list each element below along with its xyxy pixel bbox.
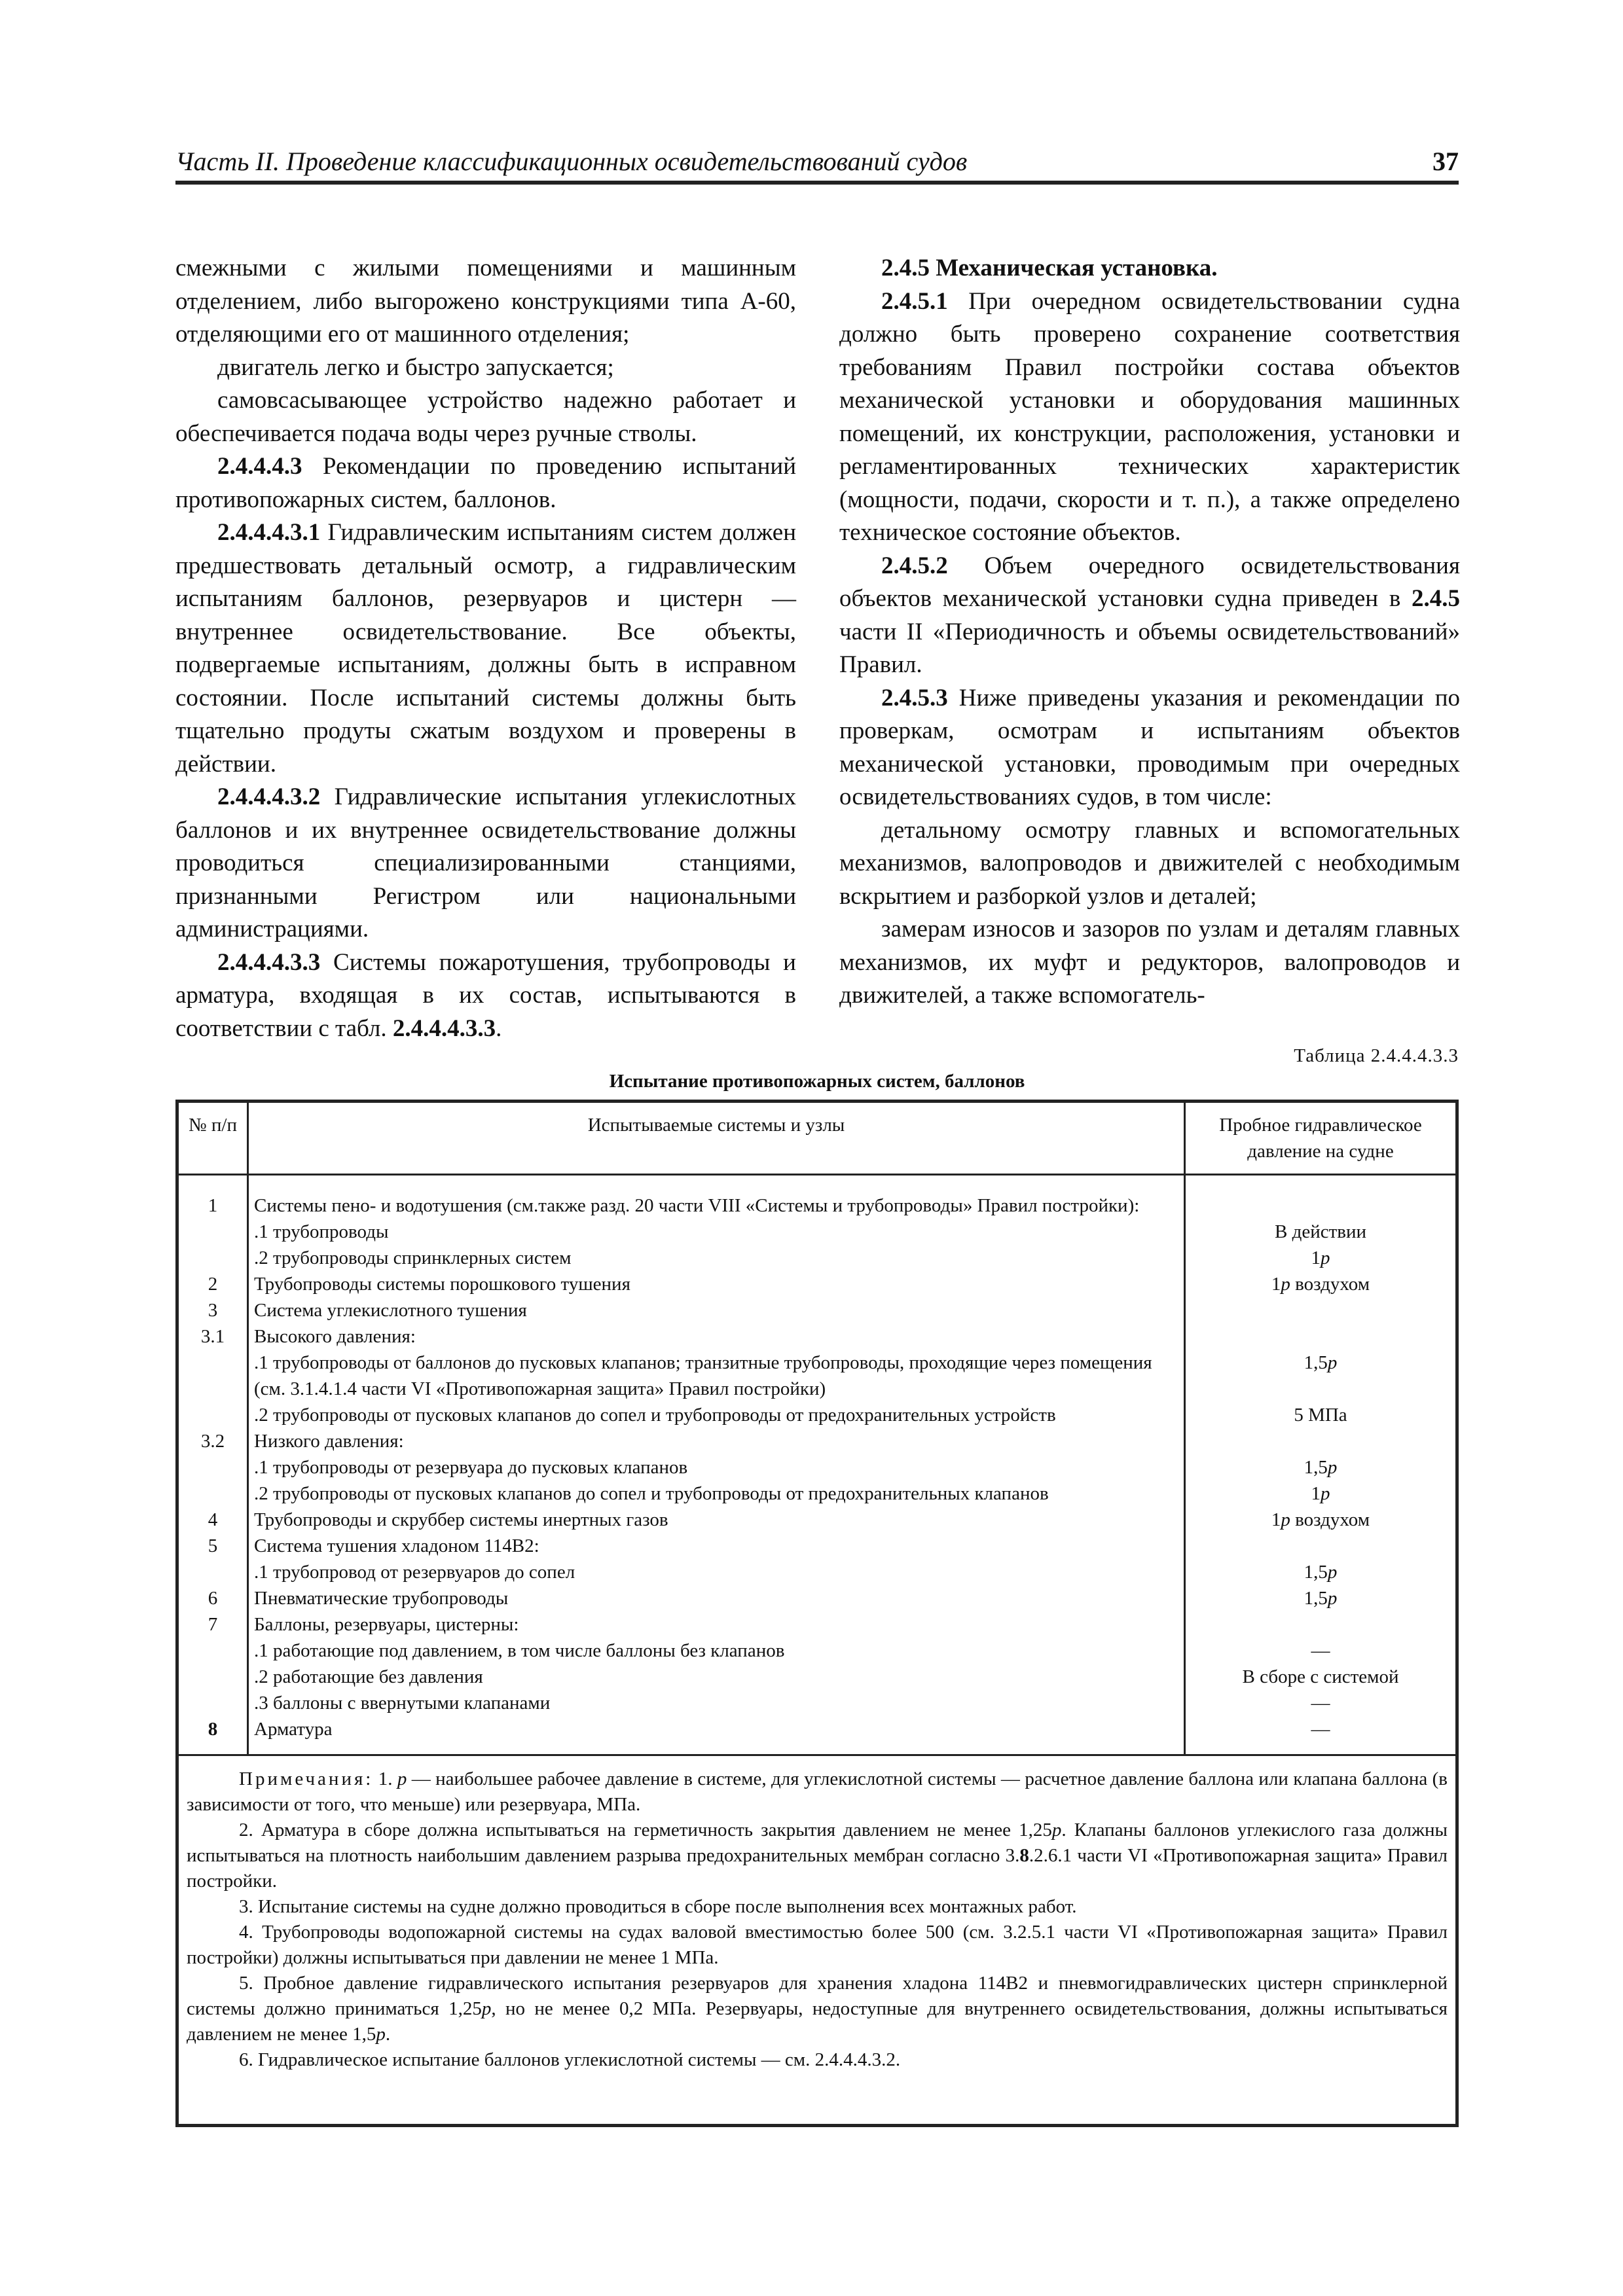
right-column <box>839 252 1460 1013</box>
table-row <box>179 1533 1455 1559</box>
row-number <box>179 1219 248 1245</box>
row-pressure: 1p <box>1311 1247 1330 1268</box>
row-system: .2 трубопроводы от пусковых клапанов до сопел и трубопроводы от предохранительных устройств <box>248 1402 1185 1428</box>
table-row <box>179 1585 1455 1611</box>
row-number: 3 <box>179 1297 248 1323</box>
row-pressure: 1p воздухом <box>1271 1509 1370 1530</box>
row-number <box>179 1454 248 1480</box>
row-number: 8 <box>179 1716 248 1755</box>
row-number <box>179 1402 248 1428</box>
row-pressure: В действии <box>1274 1221 1366 1242</box>
row-number <box>179 1559 248 1585</box>
row-pressure: 1,5p <box>1304 1562 1338 1583</box>
table-row <box>179 1323 1455 1350</box>
left-column <box>175 252 796 1045</box>
row-pressure <box>1185 1297 1456 1323</box>
paragraph: смежными с жилыми помещениями и машинным отделением, либо выгорожено конструкциями типа А-60, отделяющими его от машинного отделения; <box>175 255 796 348</box>
table-row <box>179 1350 1455 1402</box>
table-row <box>179 1690 1455 1716</box>
note: Примечания: 1. p — наибольшее рабочее давление в системе, для углекислотной системы — расчетное давление баллона или клапана баллона (в зависимости от того, что меньше) или резервуара, МПа. <box>187 1768 1448 1815</box>
row-system: .2 трубопроводы спринклерных систем <box>248 1245 1185 1271</box>
table-row <box>179 1716 1455 1755</box>
table-row <box>179 1559 1455 1585</box>
row-number <box>179 1690 248 1716</box>
note: 5. Пробное давление гидравлического испытания резервуаров для хранения хладона 114В2 и пневмогидравлических цистерн спринклерной системы должно приниматься 1,25p, но не менее 0,2 МПа. Резервуары, недоступные для внутреннего освидетельствования, должны испытываться давлением не менее 1,5p. <box>187 1973 1448 2045</box>
row-number <box>179 1245 248 1271</box>
row-number: 1 <box>179 1175 248 1219</box>
paragraph: 2.4.5 Механическая установка. <box>881 255 1218 281</box>
row-system: .1 работающие под давлением, в том числе баллоны без клапанов <box>248 1638 1185 1664</box>
paragraph: детальному осмотру главных и вспомогательных механизмов, валопроводов и движителей с необходимым вскрытием и разборкой узлов и деталей; <box>839 816 1460 910</box>
row-pressure <box>1185 1175 1456 1219</box>
row-system: Системы пено- и водотушения (см.также разд. 20 части VIII «Системы и трубопроводы» Правил постройки): <box>248 1175 1185 1219</box>
row-number <box>179 1350 248 1402</box>
row-number: 2 <box>179 1271 248 1297</box>
page-header <box>175 143 1459 185</box>
paragraph: 2.4.4.4.3.1 Гидравлическим испытаниям систем должен предшествовать детальный осмотр, а гидравлическим испытаниям баллонов, резервуаров и цистерн — внутреннее освидетельствование. Все объекты, подвергаемые испытаниям, должны быть в исправном состоянии. После испытаний системы должны быть тщательно продуты сжатым воздухом и проверены в действии. <box>175 519 796 778</box>
table-row <box>179 1219 1455 1245</box>
row-system: .2 работающие без давления <box>248 1664 1185 1690</box>
row-pressure: 1,5p <box>1304 1588 1338 1609</box>
note: 3. Испытание системы на судне должно проводиться в сборе после выполнения всех монтажных работ. <box>239 1896 1077 1917</box>
row-system: .2 трубопроводы от пусковых клапанов до сопел и трубопроводы от предохранительных клапанов <box>248 1480 1185 1507</box>
row-system: Баллоны, резервуары, цистерны: <box>248 1611 1185 1638</box>
paragraph: 2.4.4.4.3 Рекомендации по проведению испытаний противопожарных систем, баллонов. <box>175 453 796 513</box>
pressure-test-table <box>179 1103 1455 1756</box>
row-number <box>179 1638 248 1664</box>
table-row <box>179 1611 1455 1638</box>
row-pressure: — <box>1185 1716 1456 1755</box>
row-number <box>179 1664 248 1690</box>
table-row <box>179 1507 1455 1533</box>
row-system: .1 трубопроводы от баллонов до пусковых клапанов; транзитные трубопроводы, проходящие через помещения (см. 3.1.4.1.4 части VI «Противопожарная защита» Правил постройки) <box>248 1350 1185 1402</box>
paragraph: 2.4.5.1 При очередном освидетельствовании судна должно быть проверено сохранение соответствия требованиям Правил постройки состава объектов механической установки и оборудования машинных помещений, их конструкции, расположения, установки и регламентированных технических характеристик (мощности, подачи, скорости и т. п.), а также определено техническое состояние объектов. <box>839 287 1460 546</box>
paragraph: 2.4.5.3 Ниже приведены указания и рекомендации по проверкам, осмотрам и испытаниям объектов механической установки, проводимым при очередных освидетельствованиях судов, в том числе: <box>839 684 1460 810</box>
table-row <box>179 1638 1455 1664</box>
row-system: Высокого давления: <box>248 1323 1185 1350</box>
table-number: Таблица 2.4.4.4.3.3 <box>1294 1045 1459 1066</box>
row-number: 7 <box>179 1611 248 1638</box>
table-row <box>179 1480 1455 1507</box>
table-row <box>179 1175 1455 1219</box>
row-system: Низкого давления: <box>248 1428 1185 1454</box>
table-row <box>179 1245 1455 1271</box>
paragraph: 2.4.5.2 Объем очередного освидетельствования объектов механической установки судна приведен в 2.4.5 части II «Периодичность и объемы освидетельствований» Правил. <box>839 552 1460 678</box>
row-system: .1 трубопроводы от резервуара до пусковых клапанов <box>248 1454 1185 1480</box>
row-pressure: 1p <box>1311 1483 1330 1504</box>
row-pressure <box>1185 1323 1456 1350</box>
row-system: Трубопроводы и скруббер системы инертных газов <box>248 1507 1185 1533</box>
row-system: Система тушения хладоном 114В2: <box>248 1533 1185 1559</box>
table-row <box>179 1428 1455 1454</box>
row-pressure: 1,5p <box>1304 1352 1338 1373</box>
row-pressure <box>1185 1611 1456 1638</box>
row-number: 3.2 <box>179 1428 248 1454</box>
row-number <box>179 1480 248 1507</box>
table-caption: Испытание противопожарных систем, баллонов <box>609 1071 1025 1092</box>
row-pressure: 5 МПа <box>1294 1405 1347 1426</box>
row-system: .1 трубопровод от резервуаров до сопел <box>248 1559 1185 1585</box>
running-title: Часть II. Проведение классификационных освидетельствований судов <box>175 147 968 176</box>
row-system: Арматура <box>248 1716 1185 1755</box>
row-system: Трубопроводы системы порошкового тушения <box>248 1271 1185 1297</box>
table-notes <box>179 1756 1455 2078</box>
row-pressure: — <box>1311 1693 1330 1713</box>
page-number: 37 <box>1432 147 1459 176</box>
table-row <box>179 1271 1455 1297</box>
header-systems: Испытываемые системы и узлы <box>248 1103 1185 1175</box>
row-pressure <box>1185 1428 1456 1454</box>
header-num: № п/п <box>179 1103 248 1175</box>
row-system: .1 трубопроводы <box>248 1219 1185 1245</box>
row-pressure: 1p воздухом <box>1271 1274 1370 1295</box>
row-system: Система углекислотного тушения <box>248 1297 1185 1323</box>
row-number: 6 <box>179 1585 248 1611</box>
table-row <box>179 1402 1455 1428</box>
row-pressure <box>1185 1533 1456 1559</box>
paragraph: замерам износов и зазоров по узлам и деталям главных механизмов, их муфт и редукторов, валопроводов и движителей, а также вспомогатель- <box>839 916 1460 1009</box>
row-number: 5 <box>179 1533 248 1559</box>
row-system: Пневматические трубопроводы <box>248 1585 1185 1611</box>
paragraph: самовсасывающее устройство надежно работает и обеспечивается подача воды через ручные стволы. <box>175 387 796 447</box>
table-body <box>179 1175 1455 1755</box>
paragraph: 2.4.4.4.3.3 Системы пожаротушения, трубопроводы и арматура, входящая в их состав, испытываются в соответствии с табл. 2.4.4.4.3.3. <box>175 948 796 1042</box>
paragraph: 2.4.4.4.3.2 Гидравлические испытания углекислотных баллонов и их внутреннее освидетельствование должны проводиться специализированными станциями, признанными Регистром или национальными администрациями. <box>175 783 796 942</box>
note: 4. Трубопроводы водопожарной системы на судах валовой вместимостью более 500 (см. 3.2.5.1 части VI «Противопожарная защита» Правил постройки) должны испытываться при давлении не менее 1 МПа. <box>187 1922 1448 1968</box>
row-pressure: — <box>1311 1640 1330 1661</box>
row-pressure: В сборе с системой <box>1242 1666 1399 1687</box>
note: 2. Арматура в сборе должна испытываться на герметичность закрытия давлением не менее 1,25p. Клапаны баллонов углекислого газа должны испытываться на плотность наибольшим давлением разрыва предохранительных мембран согласно 3.8.2.6.1 части VI «Противопожарная защита» Правил постройки. <box>187 1820 1448 1892</box>
row-pressure: 1,5p <box>1304 1457 1338 1478</box>
row-number: 3.1 <box>179 1323 248 1350</box>
row-system: .3 баллоны с ввернутыми клапанами <box>248 1690 1185 1716</box>
table-row <box>179 1664 1455 1690</box>
table-frame <box>175 1100 1459 2127</box>
row-number: 4 <box>179 1507 248 1533</box>
header-pressure: Пробное гидравлическое давление на судне <box>1185 1103 1456 1175</box>
table-row <box>179 1297 1455 1323</box>
table-header-row <box>179 1103 1455 1175</box>
paragraph: двигатель легко и быстро запускается; <box>217 353 614 381</box>
table-row <box>179 1454 1455 1480</box>
note: 6. Гидравлическое испытание баллонов углекислотной системы — см. 2.4.4.4.3.2. <box>239 2049 901 2070</box>
